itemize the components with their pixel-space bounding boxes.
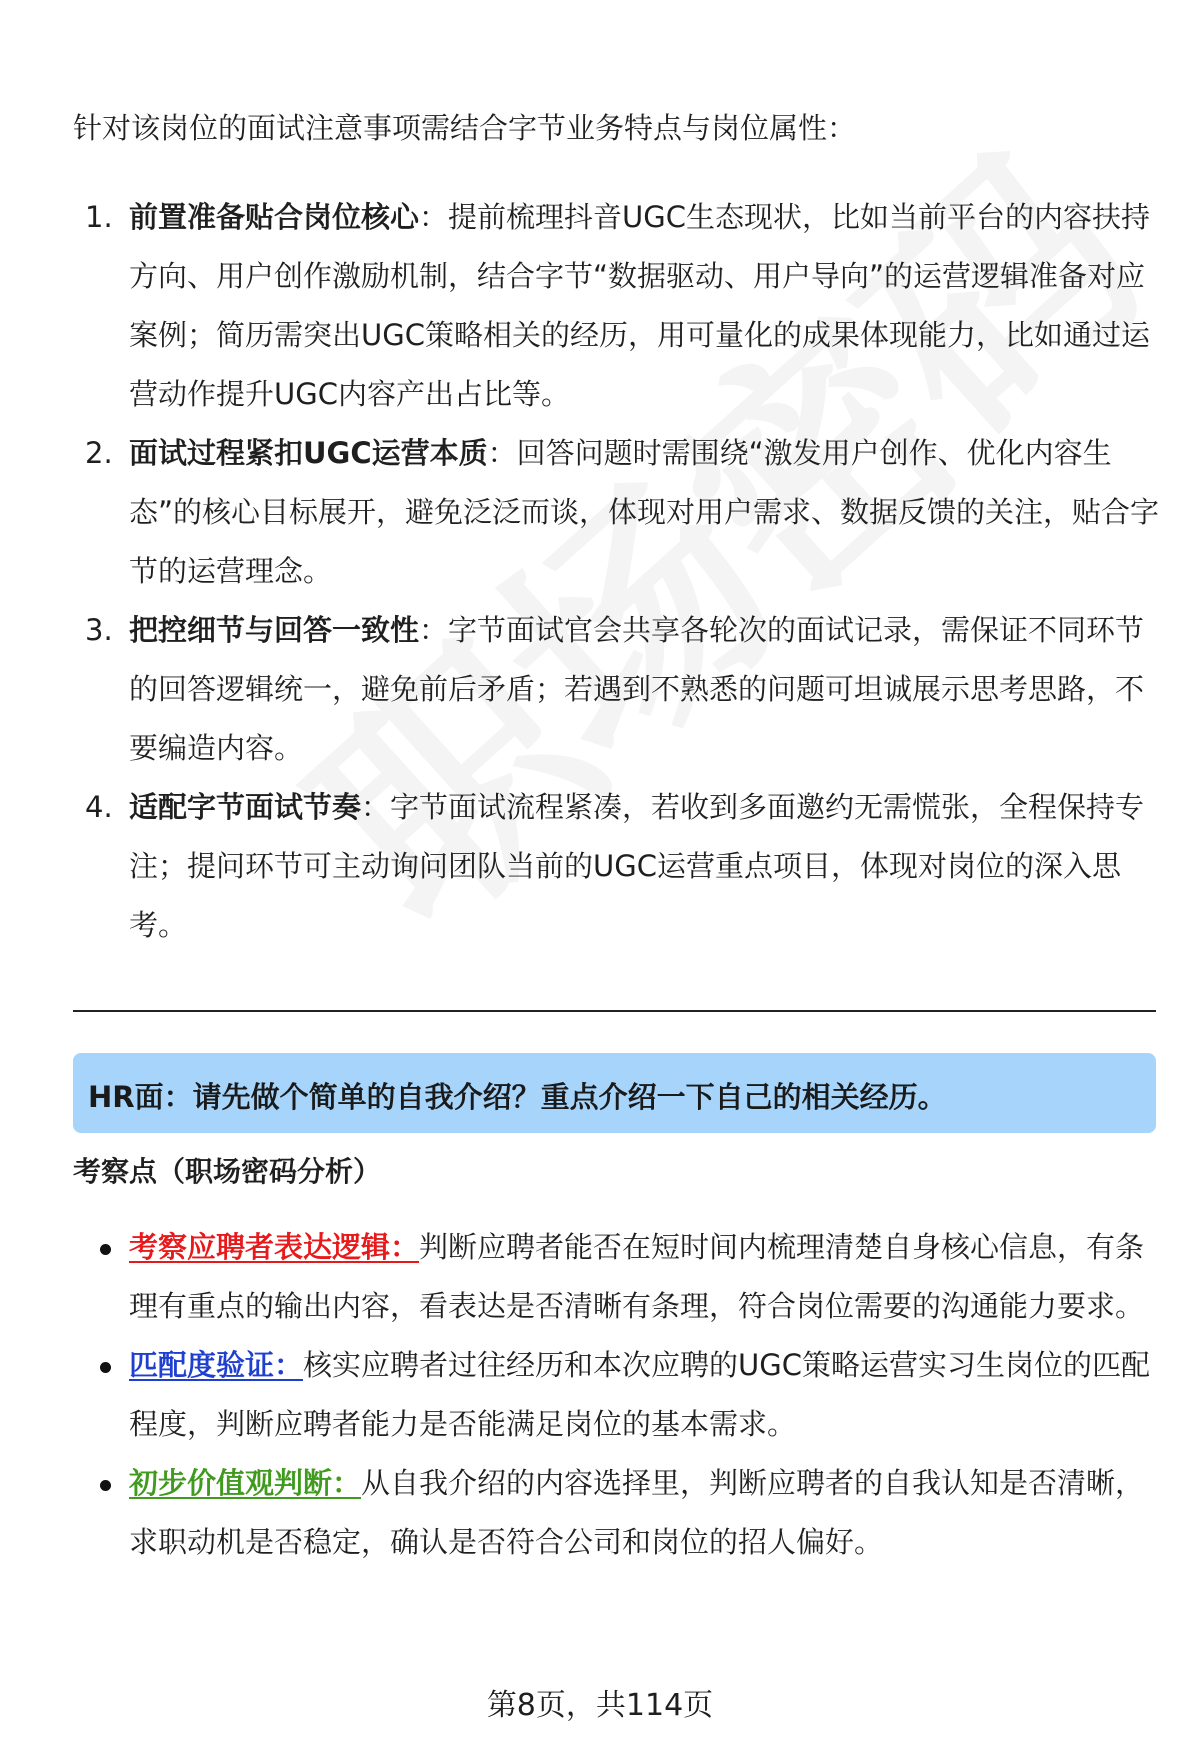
question-banner: HR面：请先做个简单的自我介绍？重点介绍一下自己的相关经历。: [73, 1053, 1156, 1133]
point-label: 考察应聘者表达逻辑：: [129, 1230, 420, 1264]
bullet-icon: [100, 1244, 111, 1255]
list-item: [73, 188, 1163, 424]
point-label: 初步价值观判断：: [129, 1466, 362, 1500]
point-text: 核实应聘者过往经历和本次应聘的UGC策略运营实习生岗位的匹配程度，判断应聘者能力是否能满足岗位的基本需求。: [129, 1348, 1150, 1441]
list-item: [73, 601, 1163, 778]
item-title: 前置准备贴合岗位核心: [129, 200, 420, 234]
list-item: [73, 424, 1163, 601]
point-text: 判断应聘者能否在短时间内梳理清楚自身核心信息，有条理有重点的输出内容，看表达是否清晰有条理，符合岗位需要的沟通能力要求。: [129, 1230, 1145, 1323]
list-item: [73, 1336, 1163, 1454]
page-number: 第8页，共114页: [486, 1688, 714, 1723]
list-item: [73, 1218, 1163, 1336]
section-title: 考察点（职场密码分析）: [73, 1155, 382, 1188]
bullet-icon: [100, 1480, 111, 1491]
item-number: 4.: [85, 790, 113, 824]
assessment-points-list: [73, 1218, 1163, 1572]
item-text: ：提前梳理抖音UGC生态现状，比如当前平台的内容扶持方向、用户创作激励机制，结合字节“数据驱动、用户导向”的运营逻辑准备对应案例；简历需突出UGC策略相关的经历，用可量化的成果体现能力，比如通过运营动作提升UGC内容产出占比等。: [129, 200, 1150, 411]
item-title: 面试过程紧扣UGC运营本质: [129, 436, 488, 470]
intro-text: 针对该岗位的面试注意事项需结合字节业务特点与岗位属性：: [73, 111, 857, 145]
item-text: ：字节面试流程紧凑，若收到多面邀约无需慌张，全程保持专注；提问环节可主动询问团队当前的UGC运营重点项目，体现对岗位的深入思考。: [129, 790, 1145, 942]
point-text: 从自我介绍的内容选择里，判断应聘者的自我认知是否清晰，求职动机是否稳定，确认是否符合公司和岗位的招人偏好。: [129, 1466, 1145, 1559]
item-text: ：字节面试官会共享各轮次的面试记录，需保证不同环节的回答逻辑统一，避免前后矛盾；若遇到不熟悉的问题可坦诚展示思考思路，不要编造内容。: [129, 613, 1145, 765]
list-item: [73, 1454, 1163, 1572]
point-label: 匹配度验证：: [129, 1348, 304, 1382]
item-number: 2.: [85, 436, 113, 470]
item-number: 3.: [85, 613, 113, 647]
item-text: ：回答问题时需围绕“激发用户创作、优化内容生态”的核心目标展开，避免泛泛而谈，体现对用户需求、数据反馈的关注，贴合字节的运营理念。: [129, 436, 1160, 588]
interview-notes-list: [73, 188, 1163, 955]
item-number: 1.: [85, 200, 113, 234]
item-title: 把控细节与回答一致性: [129, 613, 420, 647]
item-title: 适配字节面试节奏: [129, 790, 362, 824]
list-item: [73, 778, 1163, 955]
section-divider: [73, 1010, 1156, 1012]
bullet-icon: [100, 1362, 111, 1373]
